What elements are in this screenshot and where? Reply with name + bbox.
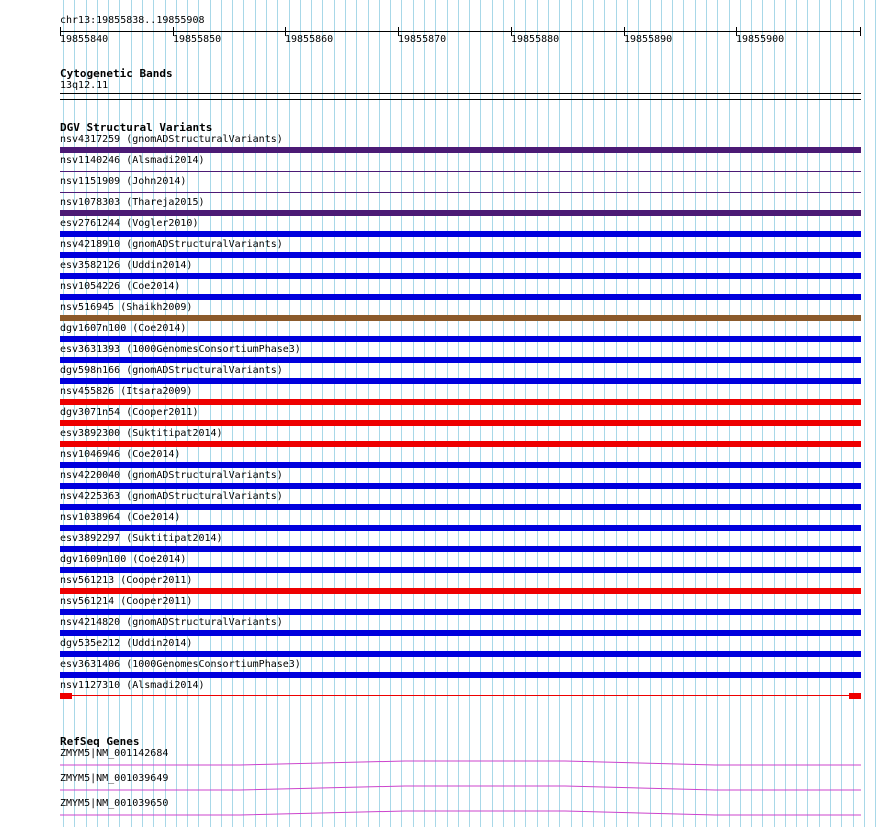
ruler-tick-label: 19855870 xyxy=(398,34,447,45)
cyto-band-label: 13q12.11 xyxy=(60,80,109,91)
refseq-track-title[interactable]: RefSeq Genes xyxy=(60,735,140,748)
variant-bar[interactable] xyxy=(60,399,861,405)
variant-label[interactable]: dgv598n166 (gnomADStructuralVariants) xyxy=(60,365,283,376)
variant-label[interactable]: esv3631406 (1000GenomesConsortiumPhase3) xyxy=(60,659,301,670)
variant-bar[interactable] xyxy=(60,525,861,531)
ruler-tick-label: 19855880 xyxy=(511,34,560,45)
variant-bar[interactable] xyxy=(60,273,861,279)
variant-label[interactable]: nsv4218910 (gnomADStructuralVariants) xyxy=(60,239,283,250)
ruler-tick-label: 19855890 xyxy=(624,34,673,45)
cyto-band-bar-top[interactable] xyxy=(60,93,861,94)
variant-bar[interactable] xyxy=(60,294,861,300)
variant-label[interactable]: dgv535e212 (Uddin2014) xyxy=(60,638,193,649)
variant-bar[interactable] xyxy=(60,567,861,573)
variant-bar[interactable] xyxy=(60,210,861,216)
variant-bar[interactable] xyxy=(60,441,861,447)
variant-bar[interactable] xyxy=(60,462,861,468)
variant-line[interactable] xyxy=(60,171,861,172)
variant-label[interactable]: nsv1078303 (Thareja2015) xyxy=(60,197,205,208)
variant-label[interactable]: nsv455826 (Itsara2009) xyxy=(60,386,193,397)
gene-intron-line[interactable] xyxy=(60,784,861,792)
variant-label[interactable]: esv3631393 (1000GenomesConsortiumPhase3) xyxy=(60,344,301,355)
gene-intron-line[interactable] xyxy=(60,809,861,817)
variant-label[interactable]: esv3892300 (Suktitipat2014) xyxy=(60,428,223,439)
variant-label[interactable]: nsv1127310 (Alsmadi2014) xyxy=(60,680,205,691)
gene-label[interactable]: ZMYM5|NM_001039649 xyxy=(60,773,169,784)
variant-bar[interactable] xyxy=(60,357,861,363)
gene-path xyxy=(60,811,861,815)
variant-label[interactable]: esv3582126 (Uddin2014) xyxy=(60,260,193,271)
variant-bar[interactable] xyxy=(60,672,861,678)
variant-label[interactable]: nsv4225363 (gnomADStructuralVariants) xyxy=(60,491,283,502)
variant-label[interactable]: dgv1607n100 (Coe2014) xyxy=(60,323,187,334)
variant-bar[interactable] xyxy=(60,651,861,657)
variant-label[interactable]: nsv1140246 (Alsmadi2014) xyxy=(60,155,205,166)
variant-label[interactable]: nsv561214 (Cooper2011) xyxy=(60,596,193,607)
variant-line[interactable] xyxy=(60,695,861,696)
variant-bar[interactable] xyxy=(60,504,861,510)
ruler-right-end xyxy=(860,27,861,36)
gene-label[interactable]: ZMYM5|NM_001039650 xyxy=(60,798,169,809)
variant-label[interactable]: esv2761244 (Vogler2010) xyxy=(60,218,199,229)
variant-bar[interactable] xyxy=(60,546,861,552)
region-label: chr13:19855838..19855908 xyxy=(60,15,205,26)
dgv-track-title[interactable]: DGV Structural Variants xyxy=(60,121,213,134)
cyto-track-title[interactable]: Cytogenetic Bands xyxy=(60,67,173,80)
variant-label[interactable]: nsv1046946 (Coe2014) xyxy=(60,449,181,460)
variant-bar[interactable] xyxy=(60,630,861,636)
ruler-tick-label: 19855860 xyxy=(285,34,334,45)
ruler-tick-label: 19855840 xyxy=(60,34,109,45)
gene-intron-line[interactable] xyxy=(60,759,861,767)
variant-bar[interactable] xyxy=(60,609,861,615)
variant-bar[interactable] xyxy=(60,420,861,426)
variant-label[interactable]: nsv1038964 (Coe2014) xyxy=(60,512,181,523)
gene-path xyxy=(60,761,861,765)
variant-bar[interactable] xyxy=(60,315,861,321)
variant-label[interactable]: esv3892297 (Suktitipat2014) xyxy=(60,533,223,544)
variant-label[interactable]: nsv4214820 (gnomADStructuralVariants) xyxy=(60,617,283,628)
variant-bar[interactable] xyxy=(60,147,861,153)
variant-end-block[interactable] xyxy=(849,693,861,699)
variant-label[interactable]: nsv561213 (Cooper2011) xyxy=(60,575,193,586)
gene-path xyxy=(60,786,861,790)
variant-label[interactable]: dgv3071n54 (Cooper2011) xyxy=(60,407,199,418)
cyto-band-bar-bottom xyxy=(60,99,861,100)
ruler-tick-label: 19855900 xyxy=(736,34,785,45)
ruler-axis xyxy=(60,31,861,32)
variant-end-block[interactable] xyxy=(60,693,72,699)
ruler-tick-label: 19855850 xyxy=(173,34,222,45)
variant-label[interactable]: nsv4317259 (gnomADStructuralVariants) xyxy=(60,134,283,145)
variant-bar[interactable] xyxy=(60,231,861,237)
variant-bar[interactable] xyxy=(60,252,861,258)
variant-label[interactable]: nsv4220040 (gnomADStructuralVariants) xyxy=(60,470,283,481)
variant-bar[interactable] xyxy=(60,588,861,594)
variant-label[interactable]: nsv516945 (Shaikh2009) xyxy=(60,302,193,313)
variant-label[interactable]: nsv1054226 (Coe2014) xyxy=(60,281,181,292)
variant-bar[interactable] xyxy=(60,483,861,489)
variant-label[interactable]: dgv1609n100 (Coe2014) xyxy=(60,554,187,565)
gene-label[interactable]: ZMYM5|NM_001142684 xyxy=(60,748,169,759)
variant-bar[interactable] xyxy=(60,336,861,342)
variant-line[interactable] xyxy=(60,192,861,193)
variant-label[interactable]: nsv1151909 (John2014) xyxy=(60,176,187,187)
variant-bar[interactable] xyxy=(60,378,861,384)
